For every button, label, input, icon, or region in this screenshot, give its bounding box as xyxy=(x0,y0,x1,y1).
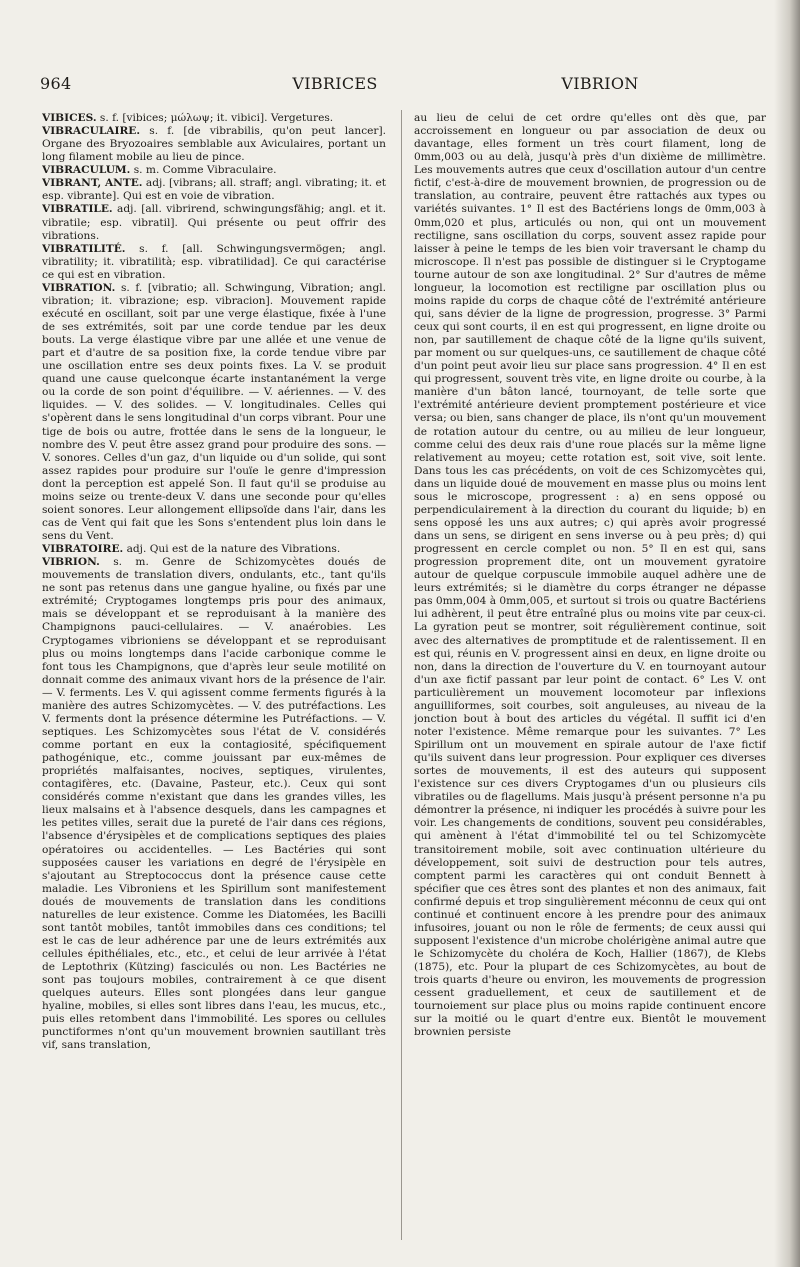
entry-vibrant: VIBRANT, ANTE. adj. [vibrans; all. straff; angl. vibrating; it. et esp. vibrante]. Qui est en voie de vibration. xyxy=(42,177,386,203)
headword: VIBRATOIRE. xyxy=(42,543,124,556)
page-edge-shadow xyxy=(774,0,800,1267)
running-header xyxy=(0,74,800,96)
headword: VIBRACULUM. xyxy=(42,164,131,177)
headword: VIBRACULAIRE. xyxy=(42,125,141,138)
entry-vibraculaire: VIBRACULAIRE. s. f. [de vibrabilis, qu'on peut lancer]. Organe des Bryozoaires semblable aux Aviculaires, portant un long filament mobile au lieu de pince. xyxy=(42,125,386,164)
headword: VIBRATION. xyxy=(42,281,116,294)
header-right-word: VIBRION xyxy=(561,74,639,93)
headword: VIBRION. xyxy=(42,556,100,569)
entry-vibratile: VIBRATILE. adj. [all. vibrirend, schwingungsfähig; angl. et it. vibratile; esp. vibratil]. Qui présente ou peut offrir des vibrations. xyxy=(42,203,386,242)
entry-vibices: VIBICES. s. f. [vibices; μώλωψ; it. vibici]. Vergetures. xyxy=(42,112,334,124)
entry-vibratilite: VIBRATILITÉ. s. f. [all. Schwingungsvermögen; angl. vibratility; it. vibratilità; esp. vibratilidad]. Ce qui caractérise ce qui est en vibration. xyxy=(42,242,386,281)
headword: VIBRATILE. xyxy=(42,203,113,216)
header-left-word: VIBRICES xyxy=(292,74,378,93)
entry-vibration: VIBRATION. s. f. [vibratio; all. Schwingung, Vibration; angl. vibration; it. vibrazione; esp. vibracion]. Mouvement rapide exécuté en oscillant, soit par une verge élastique, fixée à l'une de ses extrémités, soit par une corde tendue par les deux bouts. La verge élastique vibre par une allée et une venue de part et d'autre de sa position fixe, la corde tendue vibre par une oscillation entre ses deux points fixes. La V. se produit quand une cause quelconque écarte instantanément la verge ou la corde de son point d'équilibre. — V. aériennes. — V. des liquides. — V. des solides. — V. longitudinales. Celles qui s'opèrent dans le sens longitudinal d'un corps vibrant. Pour une tige de bois ou autre, frottée dans le sens de la longueur, le nombre des V. peut être assez grand pour produire des sons. — V. sonores. Celles d'un gaz, d'un liquide ou d'un solide, qui sont assez rapides pour produire sur l'ouïe le genre d'impression dont la perception est appelé Son. Il faut qu'il se produise au moins seize ou trente-deux V. dans une seconde pour qu'elles soient sonores. Leur allongement ellipsoïde dans l'air, dans les cas de Vent qui fait que les Sons s'entendent plus loin dans le sens du Vent. xyxy=(42,281,386,542)
entry-vibraculum: VIBRACULUM. s. m. Comme Vibraculaire. xyxy=(42,164,277,177)
entry-vibrion: VIBRION. s. m. Genre de Schizomycètes doués de mouvements de translation divers, ondulants, etc., tant qu'ils ne sont pas retenus dans une gangue hyaline, ou fixés par une extrémité; Cryptogames longtemps pris pour des animaux, mais se développant et se reproduisant à la manière des Champignons pauci-cellulaires. — V. anaérobies. Les Cryptogames vibrioniens se développant et se reproduisant plus ou moins longtemps dans l'acide carbonique comme le font tous les Champignons, que d'après leur seule motilité on donnait comme des animaux vivant hors de la présence de l'air. — V. ferments. Les V. qui agissent comme ferments figurés à la manière des autres Schizomycètes. — V. des putréfactions. Les V. ferments dont la présence détermine les Putréfactions. — V. septiques. Les Schizomycètes sous l'état de V. considérés comme portant en eux la contagiosité, spécifiquement pathogénique, etc., comme jouissant par eux-mêmes de propriétés malfaisantes, nocives, septiques, virulentes, contagifères, etc. (Davaine, Pasteur, etc.). Ceux qui sont considérés comme n'existant que dans les grandes villes, les lieux malsains et à l'absence desquels, dans les campagnes et les petites villes, serait due la pureté de l'air dans ces régions, l'absence d'érysipèles et de complications septiques des plaies opératoires ou accidentelles. — Les Bactéries qui sont supposées causer les variations en degré de l'érysipèle en s'ajoutant au Streptococcus dont la présence cause cette maladie. Les Vibroniens et les Spirillum sont manifestement doués de mouvements de translation dans les conditions naturelles de leur existence. Comme les Diatomées, les Bacilli sont tantôt mobiles, tantôt immobiles dans ces conditions; tel est le cas de leur adhérence par une de leurs extrémités aux cellules épithéliales, etc., etc., et celui de leur arrivée à l'état de Leptothrix (Kützing) fasciculés ou non. Les Bactéries ne sont pas toujours mobiles, contrairement à ce que disent quelques auteurs. Elles sont plongées dans leur gangue hyaline, mobiles, si elles sont libres dans l'eau, les mucus, etc., puis elles retombent dans l'immobilité. Les spores ou cellules punctiformes n'ont qu'un mouvement brownien sautillant très vif, sans translation, xyxy=(42,556,386,1052)
left-column xyxy=(42,112,386,1242)
headword: VIBICES. xyxy=(42,112,97,124)
entry-vibratoire: VIBRATOIRE. adj. Qui est de la nature des Vibrations. xyxy=(42,543,341,556)
vibrion-continued: au lieu de celui de cet ordre qu'elles ont dès que, par accroissement en longueur ou par association de deux ou davantage, elles forment un très court filament, long de 0mm,003 ou au delà, jusqu'à près d'un dixième de millimètre. Les mouvements autres que ceux d'oscillation autour d'un centre fictif, c'est-à-dire de mouvement brownien, de progression ou de translation, au contraire, peuvent être rattachés aux types ou variétés suivantes. 1° Il est des Bactériens longs de 0mm,003 à 0mm,020 et plus, articulés ou non, qui ont un mouvement rectiligne, sans oscillation du corps, souvent assez rapide pour laisser à peine le temps de les bien voir traversant le champ du microscope. Il n'est pas possible de distinguer si le Cryptogame tourne autour de son axe longitudinal. 2° Sur d'autres de même longueur, la locomotion est rectiligne par oscillation plus ou moins rapide du corps de chaque côté de l'extrémité antérieure qui, sans dévier de la ligne de progression, progresse. 3° Parmi ceux qui sont courts, il en est qui progressent, en ligne droite ou non, par sautillement de chaque côté de la ligne qu'ils suivent, par moment ou sur quelques-uns, ce sautillement de chaque côté d'un point peut avoir lieu sur place sans progression. 4° Il en est qui progressent, souvent très vite, en ligne droite ou courbe, à la manière d'un bâton lancé, tournoyant, de telle sorte que l'extrémité antérieure devient promptement postérieure et vice versa; ou bien, sans changer de place, ils n'ont qu'un mouvement de rotation autour du centre, ou au milieu de leur longueur, comme celui des deux rais d'une roue placés sur la même ligne relativement au moyeu; cette rotation est, soit vive, soit lente. Dans tous les cas précédents, on voit de ces Schizomycètes qui, dans un liquide doué de mouvement en masse plus ou moins lent sous le microscope, progressent : a) en sens opposé ou perpendiculairement à la direction du courant du liquide; b) en sens opposé les uns aux autres; c) qui après avoir progressé dans un sens, se dirigent en sens inverse ou à peu près; d) qui progressent en cercle complet ou non. 5° Il en est qui, sans progression proprement dite, ont un mouvement gyratoire autour de quelque corpuscule immobile auquel adhère une de leurs extrémités; si le diamètre du corps étranger ne dépasse pas 0mm,004 à 0mm,005, et surtout si trois ou quatre Bactériens lui adhèrent, il peut être entraîné plus ou moins vite par ceux-ci. La gyration peut se montrer, soit régulièrement continue, soit avec des alternatives de promptitude et de ralentissement. Il en est qui, réunis en V. progressent ainsi en deux, en ligne droite ou non, dans la direction de l'ouverture du V. en tournoyant autour d'un axe fictif passant par leur point de contact. 6° Les V. ont particulièrement un mouvement locomoteur par inflexions anguilliformes, soit courbes, soit anguleuses, au niveau de la jonction bout à bout des articles du végétal. Il suffit ici d'en noter l'existence. Même remarque pour les suivantes. 7° Les Spirillum ont un mouvement en spirale autour de l'axe fictif qu'ils suivent dans leur progression. Pour expliquer ces diverses sortes de mouvements, il est des auteurs qui supposent l'existence sur ces divers Cryptogames d'un ou plusieurs cils vibratiles ou de flagellums. Mais jusqu'à présent personne n'a pu démontrer la présence, ni indiquer les procédés à suivre pour les voir. Les changements de conditions, souvent peu considérables, qui amènent à l'état d'immobilité tel ou tel Schizomycète transitoirement mobile, soit avec continuation ultérieure du développement, soit suivi de destruction pour tels autres, comptent parmi les caractères qui ont conduit Bennett à spécifier que ces êtres sont des plantes et non des animaux, fait confirmé depuis et trop singulièrement méconnu de ceux qui ont continué et continuent encore à les prendre pour des animaux infusoires, jouant ou non le rôle de ferments; de ceux aussi qui supposent l'existence d'un microbe cholérigène animal autre que le Schizomycète du choléra de Koch, Hallier (1867), de Klebs (1875), etc. Pour la plupart de ces Schizomycètes, au bout de trois quarts d'heure ou environ, les mouvements de progression cessent graduellement, et ceux de sautillement et de tournoiement sur place plus ou moins rapide continuent encore sur la moitié ou le quart d'entre eux. Bientôt le mouvement brownien persiste xyxy=(414,112,766,1039)
right-column xyxy=(414,112,766,1242)
headword: VIBRATILITÉ. xyxy=(42,242,126,255)
headword: VIBRANT, ANTE. xyxy=(42,177,143,190)
column-divider xyxy=(401,110,402,1240)
page-number: 964 xyxy=(40,74,72,93)
